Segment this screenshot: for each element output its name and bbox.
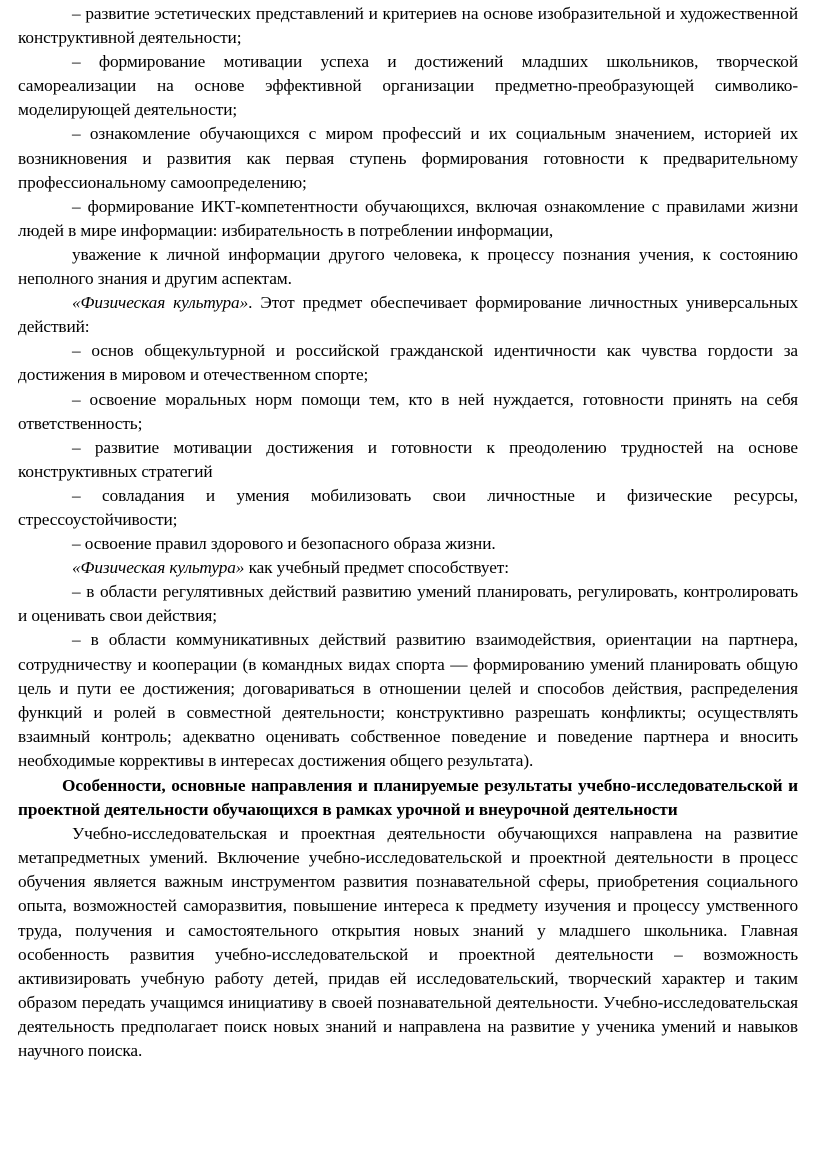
physed-item: – совладания и умения мобилизовать свои личностные и физические ресурсы, стрессоустойчивости; (18, 485, 798, 529)
paragraph-respect: уважение к личной информации другого человека, к процессу познания учения, к состоянию неполного знания и другим аспектам. (18, 244, 798, 289)
physed-item: – освоение моральных норм помощи тем, кто в ней нуждается, готовности принять на себя ответственность; (18, 389, 798, 433)
paragraph-ict: – формирование ИКТ-компетентности обучающихся, включая ознакомление с правилами жизни людей в мире информации: избирательность в потреблении информации, (18, 196, 798, 240)
paragraph-motivation: – формирование мотивации успеха и достижений младших школьников, творческой самореализации на основе эффективной организации предметно-преобразующей символико-моделирующей деятельности; (18, 52, 798, 120)
paragraph-physed-intro (18, 291, 798, 339)
physed-subject-item: – в области регулятивных действий развитию умений планировать, регулировать, контролировать и оценивать свои действия; (18, 582, 798, 626)
physed-intro-text: . Этот предмет обеспечивает формирование личностных универсальных действий: (18, 293, 798, 337)
physed-subject-title: «Физическая культура» (72, 558, 245, 578)
section-body: Учебно-исследовательская и проектная деятельности обучающихся направлена на развитие метапредметных умений. Включение учебно-исследовательской и проектной деятельности в процесс обучения является важным инструментом развития познавательной сферы, приобретения социального опыта, возможностей саморазвития, повышение интереса к предмету изучения и процессу умственного труда, получения и самостоятельного открытия новых знаний у младшего школьника. Главная особенность развития учебно-исследовательской и проектной деятельности – возможность активизировать учебную работу детей, придав ей исследовательский, творческий характер и таким образом передать учащимся инициативу в своей познавательной деятельности. Учебно-исследовательская деятельность предполагает поиск новых знаний и направлена на развитие у ученика умений и навыков научного поиска. (18, 824, 798, 1061)
paragraph-aesthetic: – развитие эстетических представлений и критериев на основе изобразительной и художественной конструктивной деятельности; (18, 4, 798, 48)
physed-subject-item: – в области коммуникативных действий развитию взаимодействия, ориентации на партнера, сотрудничеству и кооперации (в командных видах спорта — формированию умений планировать общую цель и пути ее достижения; договариваться в отношении целей и способов действия, распределения функций и ролей в совместной деятельности; конструктивно разрешать конфликты; осуществлять взаимный контроль; адекватно оценивать собственное поведение и поведение партнера и вносить необходимые коррективы в интересах достижения общего результата). (18, 630, 798, 770)
paragraph-professions: – ознакомление обучающихся с миром профессий и их социальным значением, историей их возникновения и развития как первая ступень формирования готовности к предварительному профессиональному самоопределению; (18, 124, 798, 192)
physed-item: – развитие мотивации достижения и готовности к преодолению трудностей на основе конструктивных стратегий (18, 437, 798, 481)
section-heading: Особенности, основные направления и планируемые результаты учебно-исследовательской и проектной деятельности обучающихся в рамках урочной и внеурочной деятельности (18, 776, 798, 820)
physed-item: – основ общекультурной и российской гражданской идентичности как чувства гордости за достижения в мировом и отечественном спорте; (18, 341, 798, 385)
physed-title: «Физическая культура» (72, 293, 249, 313)
physed-item: – освоение правил здорового и безопасного образа жизни. (72, 534, 496, 554)
paragraph-physed-subject (18, 556, 798, 580)
physed-subject-text: как учебный предмет способствует: (244, 558, 509, 578)
